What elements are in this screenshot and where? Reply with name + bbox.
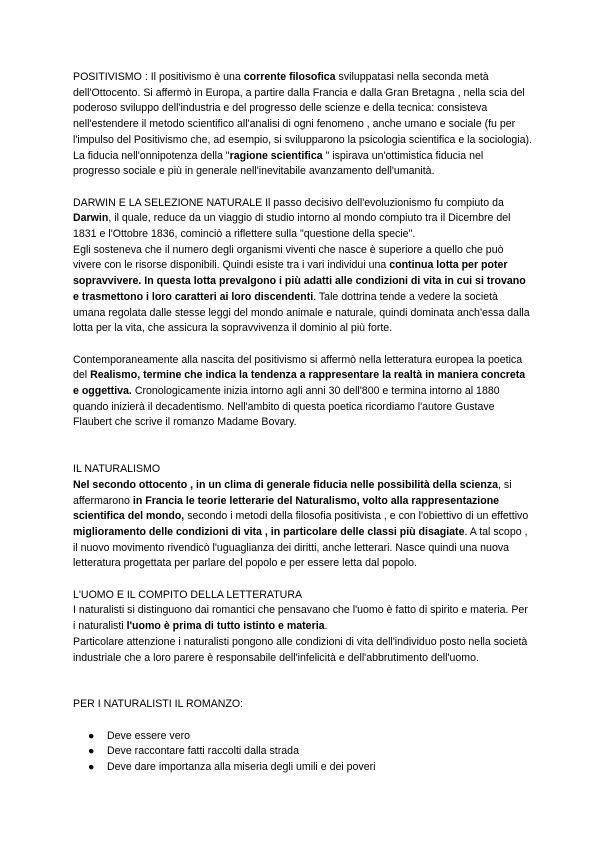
darwin-paragraph [73, 196, 533, 243]
list-item [73, 729, 533, 745]
text-run: . Tale dottrina tende a vedere la società umana regolata dalle stesse leggi del mondo animale e naturale, quindi dominata anch'essa dalla lotta per la vita, che assicura la sopravvivenza il dominio al più forte. [73, 290, 530, 335]
bold-text-run: Darwin [73, 212, 109, 225]
selezione-naturale-paragraph [73, 243, 533, 337]
bold-text-run: l'uomo è prima di tutto istinto e materia [126, 620, 325, 633]
ragione-scientifica-paragraph [73, 149, 533, 180]
text-run: Contemporaneamente alla nascita del positivismo si affermò nella letteratura europea la poetica del [73, 353, 523, 382]
bullet-icon: ● [88, 761, 95, 774]
text-run: , si affermarono [73, 478, 512, 507]
list-item-text: Deve dare importanza alla miseria degli umili e dei poveri [107, 761, 376, 774]
text-run: Egli sosteneva che il numero degli organismi viventi che nasce è superiore a quello che può vivere con le risorse disponibili. Quindi esiste tra i vari individui una [73, 243, 504, 272]
positivismo-paragraph [73, 70, 533, 149]
text-run: DARWIN E LA SELEZIONE NATURALE Il passo decisivo dell'evoluzionismo fu compiuto da [73, 196, 504, 209]
bold-text-run: Realismo, termine che indica la tendenza a rappresentare la realtà in maniera concreta e oggettiva. [73, 369, 526, 398]
text-run: " ispirava un'ottimistica fiducia nel progresso sociale e più in generale nell'inevitabile avanzamento dell'umanità. [73, 149, 484, 178]
text-run: . [324, 620, 328, 633]
spacer [73, 431, 533, 462]
text-run: Cronologicamente inizia intorno agli anni 30 dell'800 e termina intorno al 1880 quando inizierà il decadentismo. Nell'ambito di questa poetica ricordiamo l'autore Gustave Flaubert che scrive il romanzo Madame Bovary. [73, 385, 500, 429]
list-item [73, 760, 533, 776]
spacer [73, 713, 533, 729]
bold-text-run: Nel secondo ottocento , in un clima di generale fiducia nelle possibilità della scienza [73, 478, 499, 491]
spacer [73, 337, 533, 353]
romanzo-heading: PER I NATURALISTI IL ROMANZO: [73, 698, 244, 711]
text-run: , il quale, reduce da un viaggio di studio intorno al mondo compiuto tra il Dicembre del 1831 e l'Ottobre 1836, cominciò a riflettere sulla "questione della specie". [73, 212, 511, 241]
list-item-text: Deve raccontare fatti raccolti dalla strada [107, 745, 299, 758]
text-run: . A tal scopo , il nuovo movimento rivendicò l'uguaglianza dei diritti, anche letterari. Nasce quindi una nuova letteratura progettata per parlare del popolo e per essere letta dal popolo. [73, 525, 528, 570]
text-run: La fiducia nell'onnipotenza della " [73, 149, 230, 162]
text-run: secondo i metodi della filosofia positivista , e con l'obiettivo di un effettivo [184, 510, 529, 523]
spacer [73, 666, 533, 697]
text-run: sviluppatasi nella seconda metà dell'Ottocento. Si affermò in Europa, a partire dalla Francia e dalla Gran Bretagna , nella scia del poderoso sviluppo dell'industria e del progresso delle scienze e della tecnica: consisteva nell'estendere il metodo scientifico all'analisi di ogni fenomeno , anche umano e sociale (fu per l'impulso del Positivismo che, ad esempio, si svilupparono la psicologia scientifica e la sociologia). [73, 71, 532, 146]
realismo-paragraph [73, 353, 533, 432]
uomo-heading: L'UOMO E IL COMPITO DELLA LETTERATURA [73, 588, 303, 601]
naturalismo-heading: IL NATURALISMO [73, 463, 161, 476]
text-run: Particolare attenzione i naturalisti pongono alle condizioni di vita dell'individuo posto nella società industriale che a loro parere è responsabile dell'infelicità e dell'abbrutimento dell'uomo. [73, 635, 528, 664]
bold-text-run: in Francia le teorie letterarie del Naturalismo, volto alla rappresentazione scientifica del mondo, [73, 494, 500, 523]
bullet-icon: ● [88, 729, 95, 742]
bold-text-run: corrente filosofica [243, 71, 336, 83]
document-body [73, 70, 533, 776]
bold-text-run: miglioramento delle condizioni di vita , in particolare delle classi più disagiate [73, 525, 465, 538]
list-item-text: Deve essere vero [107, 729, 191, 742]
bullet-icon: ● [88, 745, 95, 758]
condizioni-paragraph [73, 635, 533, 666]
spacer [73, 180, 533, 196]
uomo-paragraph [73, 603, 533, 634]
naturalismo-paragraph [73, 478, 533, 572]
spacer [73, 572, 533, 588]
text-run: POSITIVISMO : Il positivismo è una [73, 71, 244, 83]
bold-text-run: continua lotta per poter sopravvivere. In questa lotta prevalgono i più adatti alle condizioni di vita in cui si trovano e trasmettono i loro caratteri ai loro discendenti [73, 259, 526, 303]
text-run: I naturalisti si distinguono dai romantici che pensavano che l'uomo è fatto di spirito e materia. Per i naturalisti [73, 604, 528, 633]
bold-text-run: ragione scientifica [229, 149, 323, 162]
romanzo-bullet-list [73, 729, 533, 776]
list-item [73, 744, 533, 760]
